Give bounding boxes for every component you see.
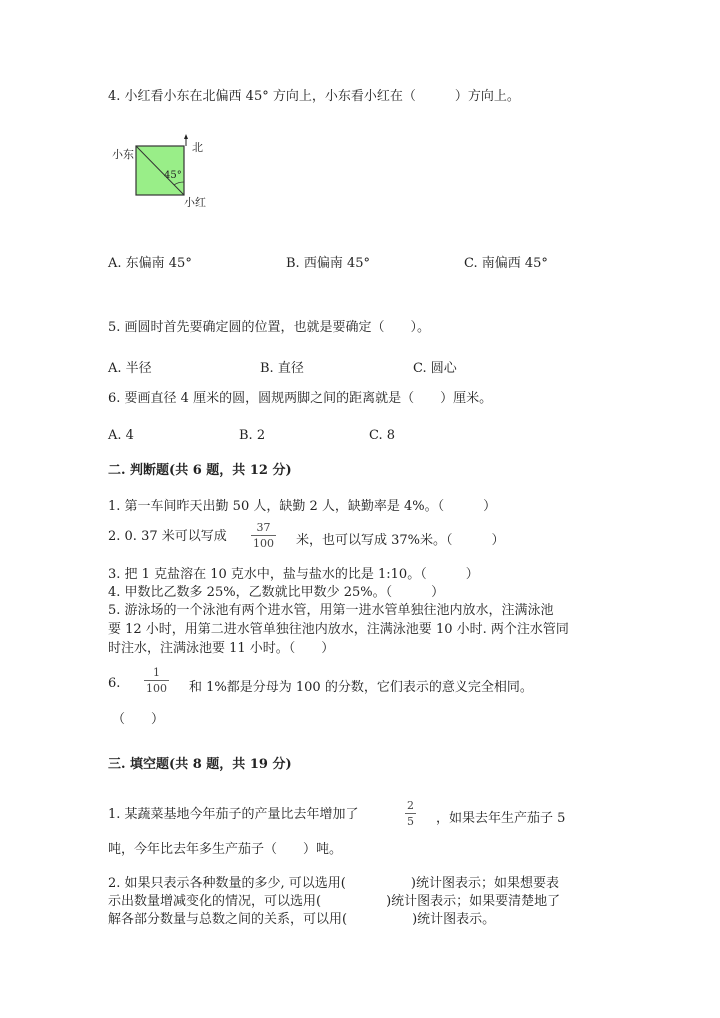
fraction-denominator: 100 (146, 682, 167, 695)
q4-option-c[interactable]: C. 南偏西 45° (464, 256, 548, 271)
q5-option-a[interactable]: A. 半径 (108, 361, 152, 376)
section-2-heading: 二. 判断题(共 6 题，共 12 分) (108, 463, 292, 478)
angle-label: 45° (164, 170, 182, 181)
s2-question-1: 1. 第一车间昨天出勤 50 人，缺勤 2 人，缺勤率是 4%。（ ） (108, 499, 497, 514)
fraction-numerator: 2 (407, 799, 414, 812)
fraction-1-100 (144, 666, 169, 695)
label-xiaohong: 小红 (184, 196, 206, 209)
s2-question-5-line-1: 5. 游泳场的一个泳池有两个进水管，用第一进水管单独往池内放水，注满泳池 (108, 603, 554, 618)
fraction-denominator: 100 (253, 537, 274, 550)
s2-question-2-before: 2. 0. 37 米可以写成 (108, 529, 227, 544)
s3-question-2-line-3: 解各部分数量与总数之间的关系，可以用( )统计图表示。 (108, 912, 496, 927)
question-6-text: 6. 要画直径 4 厘米的圆，圆规两脚之间的距离就是（ ）厘米。 (108, 391, 493, 406)
s2-question-2-after: 米，也可以写成 37%米。（ ） (296, 533, 505, 548)
s2-question-5-line-2: 要 12 小时，用第二进水管单独往池内放水，注满泳池要 10 小时. 两个注水管同 (108, 622, 569, 637)
q6-option-c[interactable]: C. 8 (369, 428, 396, 443)
section-3-heading: 三. 填空题(共 8 题，共 19 分) (108, 757, 292, 772)
fraction-bar (251, 535, 276, 536)
fraction-bar (405, 813, 416, 814)
fraction-numerator: 1 (153, 666, 160, 679)
s3-question-2-line-1: 2. 如果只表示各种数量的多少, 可以选用( )统计图表示；如果想要表 (108, 876, 559, 891)
s2-question-6-number: 6. (108, 676, 121, 691)
label-xiaodong: 小东 (112, 148, 134, 161)
s2-question-6-blank[interactable]: （ ） (112, 712, 165, 727)
s2-question-5-line-3: 时注水，注满泳池要 11 小时。（ ） (108, 641, 335, 656)
question-5-text: 5. 画圆时首先要确定圆的位置，也就是要确定（ ）。 (108, 320, 431, 335)
s2-question-4: 4. 甲数比乙数多 25%，乙数就比甲数少 25%。（ ） (108, 585, 445, 600)
s3-question-1-line-2: 吨，今年比去年多生产茄子（ ）吨。 (108, 842, 343, 857)
label-north: 北 (192, 141, 203, 154)
fraction-bar (144, 680, 169, 681)
fraction-37-100 (251, 521, 276, 550)
s3-question-1-after: ，如果去年生产茄子 5 (436, 811, 566, 826)
q4-option-a[interactable]: A. 东偏南 45° (108, 256, 192, 271)
s3-question-2-line-2: 示出数量增减变化的情况，可以选用( )统计图表示；如果要清楚地了 (108, 894, 561, 909)
question-4-text: 4. 小红看小东在北偏西 45° 方向上，小东看小红在（ ）方向上。 (108, 89, 520, 104)
fraction-2-5 (405, 799, 416, 828)
s2-question-3: 3. 把 1 克盐溶在 10 克水中，盐与盐水的比是 1:10。（ ） (108, 567, 479, 582)
q4-option-b[interactable]: B. 西偏南 45° (286, 256, 370, 271)
s2-question-6-after: 和 1%都是分母为 100 的分数，它们表示的意义完全相同。 (189, 680, 533, 695)
fraction-numerator: 37 (256, 521, 271, 534)
q5-option-b[interactable]: B. 直径 (260, 361, 304, 376)
q5-option-c[interactable]: C. 圆心 (413, 361, 457, 376)
q6-option-b[interactable]: B. 2 (239, 428, 266, 443)
q6-option-a[interactable]: A. 4 (108, 428, 134, 443)
direction-diagram (100, 132, 220, 212)
s3-question-1-before: 1. 某蔬菜基地今年茄子的产量比去年增加了 (108, 807, 359, 822)
fraction-denominator: 5 (407, 815, 414, 828)
